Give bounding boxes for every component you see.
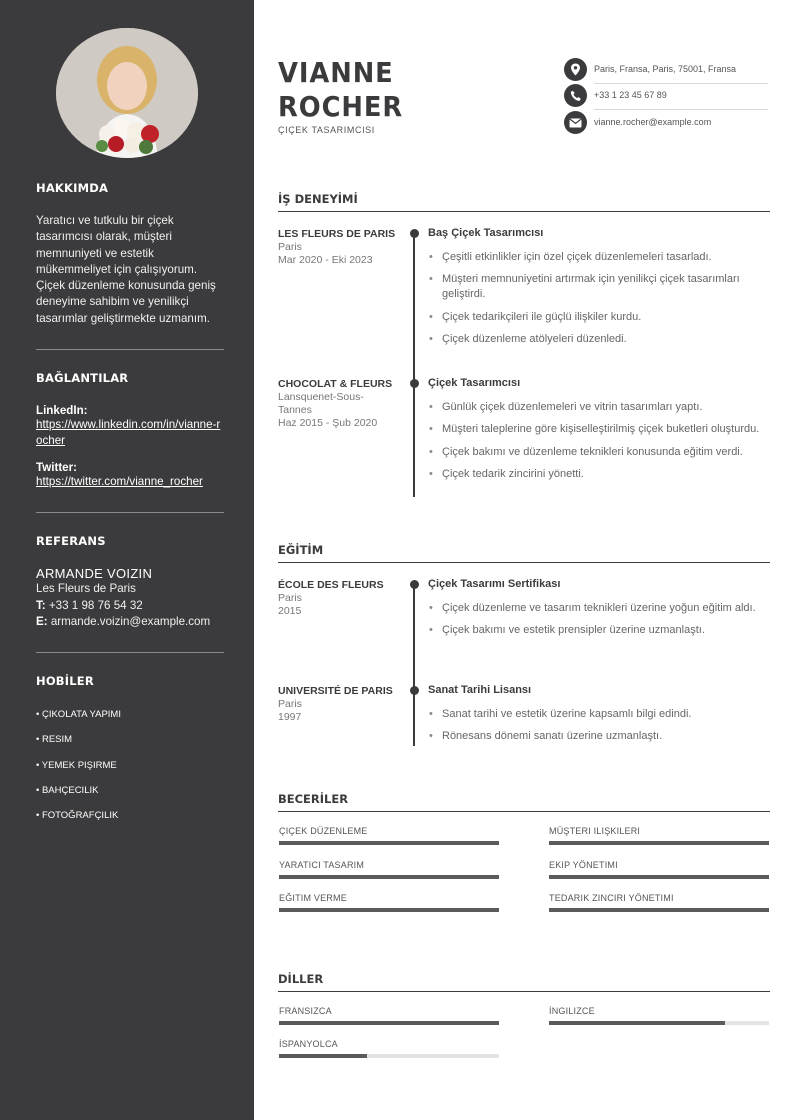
skill-bar-track [549, 908, 769, 912]
about-title: HAKKIMDA [36, 181, 109, 195]
list-item: • Müşteri memnuniyetini artırmak için yenilikçi çiçek tasarımları geliştirdi. [428, 272, 768, 302]
language-item [279, 1039, 499, 1058]
last-name: ROCHER [278, 90, 404, 123]
list-item: • Çiçek bakımı ve düzenleme teknikleri konusunda eğitim verdi. [428, 445, 768, 460]
profile-photo [56, 28, 198, 158]
hobby-item: • RESIM [36, 734, 73, 746]
list-item: • Çiçek tedarikçileri ile güçlü ilişkiler kurdu. [428, 310, 768, 325]
skill-bar-track [549, 841, 769, 845]
skill-label: YARATICI TASARIM [279, 860, 365, 870]
about-section [36, 181, 224, 327]
email-icon [564, 111, 587, 134]
contact-phone-text: +33 1 23 45 67 89 [594, 90, 667, 100]
timeline-dot [410, 229, 419, 238]
bullet-list [428, 400, 768, 489]
hobby-item: • YEMEK PIŞIRME [36, 759, 117, 771]
about-text: Yaratıcı ve tutkulu bir çiçek tasarımcısı olarak, müşteri memnuniyeti ve estetik mükemmeliyet için çalışıyorum. Çiçek düzenleme konusunda geniş deneyime sahibim ve yenilikçi tasarımlar geliştirmekte uzmanım. [36, 214, 216, 325]
organization: CHOCOLAT & FLEURS [278, 378, 393, 390]
skill-bar-track [279, 908, 499, 912]
reference-email-line [36, 614, 224, 631]
list-item: • Çiçek tedarik zincirini yönetti. [428, 467, 768, 482]
reference-section [36, 534, 224, 631]
language-label: İNGILIZCE [549, 1006, 595, 1016]
reference-email: armande.voizin@example.com [50, 615, 211, 628]
hobbies-title: HOBİLER [36, 674, 94, 688]
location: Paris [278, 241, 302, 253]
timeline-dot [410, 580, 419, 589]
organization: LES FLEURS DE PARIS [278, 228, 396, 240]
language-bar-fill [279, 1054, 367, 1058]
degree-title: Çiçek Tasarımı Sertifikası [428, 578, 561, 590]
degree-title: Sanat Tarihi Lisansı [428, 684, 532, 696]
skill-label: EĞITIM VERME [279, 893, 347, 903]
skill-label: MÜŞTERI ILIŞKILERI [549, 826, 641, 836]
list-item: • Çiçek bakımı ve estetik prensipler üzerine uzmanlaştı. [428, 623, 768, 638]
skills-title: BECERİLER [278, 792, 770, 812]
education-timeline [413, 584, 415, 746]
list-item: • Sanat tarihi ve estetik üzerine kapsamlı bilgi edindi. [428, 707, 768, 722]
reference-phone-label: T: [36, 598, 46, 612]
contact-email-text: vianne.rocher@example.com [594, 117, 712, 127]
year: 2015 [278, 605, 302, 617]
list-item: • Çiçek düzenleme ve tasarım teknikleri üzerine yoğun eğitim aldı. [428, 601, 768, 616]
location: Paris [278, 698, 302, 710]
list-item: • Müşteri taleplerine göre kişiselleştirilmiş çiçek buketleri oluşturdu. [428, 422, 768, 437]
education-entry-meta [278, 685, 396, 724]
skill-item [549, 860, 769, 879]
skill-item [549, 893, 769, 912]
languages-title: DİLLER [278, 972, 770, 992]
education-entry-meta [278, 579, 396, 618]
phone-icon [564, 84, 587, 107]
bullet-list [428, 707, 768, 752]
skill-item [279, 860, 499, 879]
reference-phone: +33 1 98 76 54 32 [48, 598, 143, 612]
list-item: • Günlük çiçek düzenlemeleri ve vitrin tasarımları yaptı. [428, 400, 768, 415]
list-item: • Rönesans dönemi sanatı üzerine uzmanlaştı. [428, 729, 768, 744]
job-title: Baş Çiçek Tasarımcısı [428, 227, 544, 239]
skill-item [549, 826, 769, 845]
skill-label: TEDARIK ZINCIRI YÖNETIMI [549, 893, 674, 903]
hobby-item: • BAHÇECILIK [36, 784, 99, 796]
reference-company: Les Fleurs de Paris [36, 582, 136, 595]
skill-bar-fill [549, 908, 769, 912]
reference-name: ARMANDE VOIZIN [36, 566, 153, 581]
skill-item [279, 826, 499, 845]
language-bar-track [279, 1054, 499, 1058]
date-range: Mar 2020 - Eki 2023 [278, 254, 373, 266]
language-item [549, 1006, 769, 1025]
experience-entry-meta [278, 378, 396, 430]
institution: UNIVERSITÉ DE PARIS [278, 685, 393, 697]
contact-address-text: Paris, Fransa, Paris, 75001, Fransa [594, 64, 737, 74]
language-bar-track [279, 1021, 499, 1025]
contact-address [564, 58, 768, 84]
skill-bar-track [549, 875, 769, 879]
sidebar [0, 0, 254, 1120]
language-bar-fill [279, 1021, 499, 1025]
portrait-image [56, 28, 198, 158]
hobbies-section [36, 674, 224, 828]
skill-bar-fill [279, 908, 499, 912]
skill-bar-fill [549, 875, 769, 879]
location: Lansquenet-Sous-Tannes [278, 391, 364, 416]
year: 1997 [278, 711, 302, 723]
timeline-dot [410, 379, 419, 388]
skill-bar-track [279, 841, 499, 845]
education-title: EĞİTİM [278, 543, 770, 563]
language-bar-fill [549, 1021, 725, 1025]
contact-phone [564, 84, 768, 110]
divider [36, 652, 224, 653]
twitter-label: Twitter: [36, 461, 78, 474]
job-role: ÇIÇEK TASARIMCISI [278, 125, 375, 135]
experience-title: İŞ DENEYİMİ [278, 192, 770, 212]
timeline-dot [410, 686, 419, 695]
twitter-link[interactable]: https://twitter.com/vianne_rocher [36, 475, 203, 488]
full-name [278, 56, 403, 124]
links-title: BAĞLANTILAR [36, 371, 129, 385]
contact-email [564, 111, 768, 137]
linkedin-label: LinkedIn: [36, 404, 88, 417]
skill-bar-fill [279, 875, 499, 879]
list-item: • Çeşitli etkinlikler için özel çiçek düzenlemeleri tasarladı. [428, 250, 768, 265]
language-bar-track [549, 1021, 769, 1025]
list-item: • Çiçek düzenleme atölyeleri düzenledi. [428, 332, 768, 347]
first-name: VIANNE [278, 56, 394, 89]
skill-item [279, 893, 499, 912]
divider [594, 109, 768, 110]
skill-bar-fill [549, 841, 769, 845]
skill-bar-fill [279, 841, 499, 845]
reference-phone-line [36, 598, 224, 615]
institution: ÉCOLE DES FLEURS [278, 579, 384, 591]
bullet-list [428, 601, 768, 646]
divider [36, 349, 224, 350]
date-range: Haz 2015 - Şub 2020 [278, 417, 378, 429]
links-section [36, 371, 224, 490]
skill-label: ÇIÇEK DÜZENLEME [279, 826, 368, 836]
skill-bar-track [279, 875, 499, 879]
reference-email-label: E: [36, 615, 48, 628]
language-item [279, 1006, 499, 1025]
bullet-list [428, 250, 768, 354]
hobby-item: • FOTOĞRAFÇILIK [36, 810, 119, 822]
linkedin-link[interactable]: https://www.linkedin.com/in/vianne-rocher [36, 418, 221, 447]
language-label: İSPANYOLCA [279, 1039, 338, 1049]
reference-title: REFERANS [36, 534, 106, 548]
location: Paris [278, 592, 302, 604]
experience-entry-meta [278, 228, 396, 267]
job-title: Çiçek Tasarımcısı [428, 377, 521, 389]
skill-label: EKIP YÖNETIMI [549, 860, 618, 870]
divider [36, 512, 224, 513]
location-pin-icon [564, 58, 587, 81]
language-label: FRANSIZCA [279, 1006, 332, 1016]
experience-timeline [413, 233, 415, 497]
hobby-item: • ÇIKOLATA YAPIMI [36, 709, 121, 720]
